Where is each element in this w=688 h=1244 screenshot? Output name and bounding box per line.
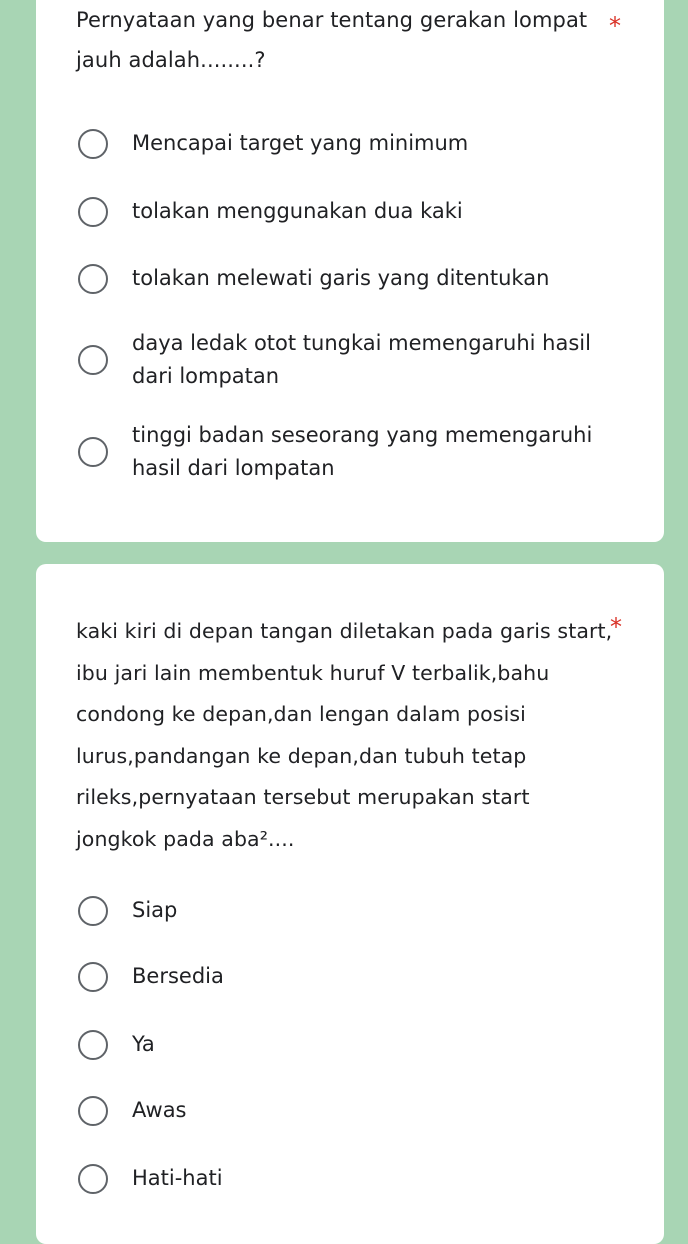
radio-button[interactable] bbox=[78, 437, 108, 467]
option-label: tolakan melewati garis yang ditentukan bbox=[132, 266, 550, 290]
option-q1-3[interactable] bbox=[78, 262, 618, 295]
radio-button[interactable] bbox=[78, 345, 108, 375]
option-q1-4[interactable] bbox=[78, 327, 618, 393]
question-1-text: Pernyataan yang benar tentang gerakan lompat jauh adalah........? bbox=[76, 8, 588, 72]
radio-button[interactable] bbox=[78, 962, 108, 992]
option-label: Awas bbox=[132, 1098, 187, 1122]
option-q2-5[interactable] bbox=[78, 1162, 618, 1195]
radio-button[interactable] bbox=[78, 197, 108, 227]
radio-button[interactable] bbox=[78, 1164, 108, 1194]
option-label: Hati-hati bbox=[132, 1166, 223, 1190]
question-card-2 bbox=[36, 564, 664, 1244]
option-label: Mencapai target yang minimum bbox=[132, 131, 469, 155]
option-q2-3[interactable] bbox=[78, 1028, 618, 1061]
radio-button[interactable] bbox=[78, 264, 108, 294]
radio-button[interactable] bbox=[78, 896, 108, 926]
option-label: tolakan menggunakan dua kaki bbox=[132, 199, 463, 223]
option-label: Ya bbox=[132, 1032, 155, 1056]
required-asterisk: * bbox=[609, 12, 621, 40]
radio-button[interactable] bbox=[78, 1096, 108, 1126]
radio-button[interactable] bbox=[78, 129, 108, 159]
option-q2-4[interactable] bbox=[78, 1094, 618, 1127]
option-label: Siap bbox=[132, 898, 178, 922]
option-label: tinggi badan seseorang yang memengaruhi hasil dari lompatan bbox=[132, 423, 593, 480]
option-q1-2[interactable] bbox=[78, 195, 618, 228]
option-q1-1[interactable] bbox=[78, 127, 618, 160]
option-q1-5[interactable] bbox=[78, 419, 618, 485]
radio-button[interactable] bbox=[78, 1030, 108, 1060]
required-asterisk: * bbox=[610, 613, 622, 641]
option-q2-2[interactable] bbox=[78, 960, 618, 993]
option-label: Bersedia bbox=[132, 964, 224, 988]
option-q2-1[interactable] bbox=[78, 894, 618, 927]
question-card-1 bbox=[36, 0, 664, 542]
question-2-text: kaki kiri di depan tangan diletakan pada garis start, ibu jari lain membentuk huruf V terbalik,bahu condong ke depan,dan lengan dalam posisi lurus,pandangan ke depan,dan tubuh tetap rileks,pernyataan tersebut merupakan start jongkok pada aba².... bbox=[76, 619, 613, 851]
option-label: daya ledak otot tungkai memengaruhi hasil dari lompatan bbox=[132, 331, 591, 388]
